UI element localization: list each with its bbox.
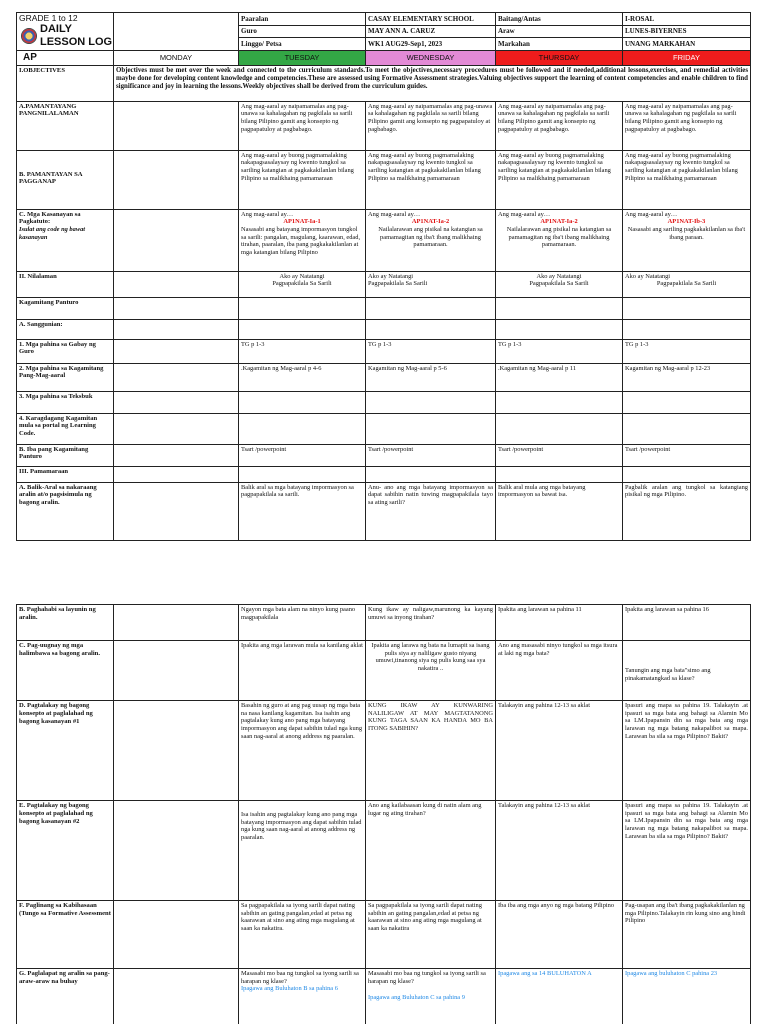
competency-code: AP1NAT-Ib-3 — [667, 218, 706, 226]
lesson-log-page-1 — [16, 12, 750, 575]
content-monday — [114, 271, 239, 297]
empty-cell — [239, 319, 366, 339]
teachers-guide-friday: TG p 1-3 — [623, 339, 751, 363]
competency-text: Nasasabi ang batayang impormasyon tungkol sa sarili: pangalan, magulang, kaarawan, edad, tirahan, paaralan, iba pang pagkakakilanlan at mga katangian bilang Pilipino — [241, 225, 361, 256]
competencies-tuesday — [239, 209, 366, 271]
empty-cell — [496, 413, 623, 444]
content-subtitle: Pagpapakilala Sa Sarili — [529, 280, 589, 288]
discussion-1-friday: Ipasuri ang mapa sa pahina 19. Talakayin .at ipasuri sa mga bata ang bahagi sa Alamin Mo sa LM.Ipapansin din sa mga bata ang mga larawan ng mga batang nakapalibot sa mapa. Larawan ba sila sa mga Pilipino? Bakit? — [623, 701, 751, 801]
content-wednesday — [366, 271, 496, 297]
learners-materials-wednesday: Kagamitan ng Mag-aaral p 5-6 — [366, 363, 496, 391]
references-label: A. Sanggunian: — [17, 319, 114, 339]
competency-code: AP1NAT-Ia-2 — [411, 218, 450, 226]
review-wednesday: Anu- ano ang mga batayang impormasyon sa dapat sabihin natin tuwing magpapakilala tayo sa ating sarili? — [366, 482, 496, 540]
application-label: G. Paglalapat ng aralin sa pang-araw-araw na buhay — [17, 969, 114, 1024]
competency-code: AP1NAT-Ia-1 — [283, 218, 321, 226]
day-friday: FRIDAY — [623, 50, 751, 65]
discussion-2-tuesday: Isa isahin ang pagtalakay kung ano pang mga batayang impormasyon ang dapat sabihin tulad nga kung saan nag-aaral at anong address ng paaralan. — [239, 801, 366, 901]
objectives-label: I.OBJECTIVES — [17, 65, 114, 101]
empty-cell — [366, 319, 496, 339]
empty-cell — [623, 319, 751, 339]
empty-cell — [114, 413, 239, 444]
empty-cell — [114, 339, 239, 363]
school-label: Paaralan — [239, 13, 366, 26]
empty-cell — [366, 297, 496, 319]
procedures-label: III. Pamamaraan — [17, 466, 114, 482]
objectives-text: Objectives must be met over the week and connected to the curriculum standards.To meet the objectives,necessary procedures must be followed and if needed,additional lessons,exercises, and remedial activities maybe done for developing content knowledge and competencies.These are assessed using Formative Assessment strategies.Valuing objectives support the learning of content competencies and enable children to find significance and joy in learning the lessons.Weekly objectives shall be derived from the curriculum guides. — [114, 65, 751, 101]
learners-materials-friday: Kagamitan ng Mag-aaral p 12-23 — [623, 363, 751, 391]
empty-cell — [239, 391, 366, 413]
empty-cell — [239, 466, 366, 482]
week-label: Linggo/ Petsa — [239, 38, 366, 51]
application-activity: Ipagawa ang Buluhaton C sa pahina 9 — [368, 994, 465, 1002]
discussion-2-thursday: Talakayin ang pahina 12-13 sa aklat — [496, 801, 623, 901]
lesson-log-table-1 — [16, 12, 751, 541]
competencies-intro: Ang mag-aaral ay… — [498, 210, 551, 218]
header-spacer — [114, 13, 239, 51]
application-tuesday — [239, 969, 366, 1024]
competencies-monday — [114, 209, 239, 271]
materials-label: Kagamitang Panturo — [17, 297, 114, 319]
learners-materials-label: 2. Mga pahina sa Kagamitang Pang-Mag-aaral — [17, 363, 114, 391]
application-text: Masasabi mo baa ng tungkol sa iyong sarili sa harapan ng klase? — [241, 970, 359, 985]
day-label: Araw — [496, 25, 623, 38]
content-title: Ako ay Natatangi — [536, 272, 582, 280]
content-subtitle: Pagpapakilala Sa Sarili — [656, 280, 717, 288]
empty-cell — [114, 466, 239, 482]
empty-cell — [114, 801, 239, 901]
competencies-sublabel: Isulat ang code ng bawat kasanayan — [19, 226, 86, 242]
review-tuesday: Balik aral sa mga batayang impormasyon sa pagpapakilala sa sarili. — [239, 482, 366, 540]
discussion-2-friday: Ipasuri ang mapa sa pahina 19. Talakayin .at ipasuri sa mga bata ang bahagi sa Alamin Mo sa LM.Ipapansin din sa mga bata ang mga larawan ng mga batang nakapalibot sa mapa. Larawan ba sila sa mga Pilipino? Bakit? — [623, 801, 751, 901]
day-wednesday: WEDNESDAY — [366, 50, 496, 65]
competencies-label-cell — [17, 209, 114, 271]
quarter-value: UNANG MARKAHAN — [623, 38, 751, 51]
competencies-intro: Ang mag-aaral ay… — [368, 210, 421, 218]
empty-cell — [239, 297, 366, 319]
content-standard-friday: Ang mag-aaral ay naipamamalas ang pag-unawa sa kahalagahan ng pagkilala sa sarili bilang Pilipino gamit ang konsepto ng pagpapatuloy at pagbabago. — [623, 101, 751, 150]
other-materials-wednesday: Tsart /powerpoint — [366, 444, 496, 466]
discussion-1-thursday: Talakayin ang pahina 12-13 sa aklat — [496, 701, 623, 801]
deped-seal-icon — [21, 28, 37, 44]
textbook-label: 3. Mga pahina sa Teksbuk — [17, 391, 114, 413]
mastery-wednesday: Sa pagpapakilala sa iyong sarili dapat nating sabihin an gating pangalan,edad at petsa ng kaarawan at sino ang ating mga magulang at saan ka nakatira — [366, 901, 496, 969]
competencies-label: C. Mga Kasanayan sa Pagkatuto: — [19, 210, 81, 226]
application-activity: Ipagawa ang Buluhaton B sa pahina 6 — [241, 985, 338, 993]
empty-cell — [114, 701, 239, 801]
content-standard-tuesday: Ang mag-aaral ay naipamamalas ang pag-unawa sa kahalagahan ng pagkilala sa sarili bilang Pilipino gamit ang konsepto ng pagpapatuloy at pagbabago. — [239, 101, 366, 150]
other-materials-label: B. Iba pang Kagamitang Panturo — [17, 444, 114, 466]
empty-cell — [114, 901, 239, 969]
grade-level-label: Baitang/Antas — [496, 13, 623, 26]
performance-standard-monday — [114, 150, 239, 209]
mastery-friday: Pag-usapan ang iba't ibang pagkakakilanlan ng mga Pilipino.Talakayin rin kung sino ang hindi Pilipino — [623, 901, 751, 969]
application-text: Masasabi mo baa ng tungkol sa iyong sarili sa harapan ng klase? — [368, 970, 486, 985]
day-monday: MONDAY — [114, 50, 239, 65]
quarter-label: Markahan — [496, 38, 623, 51]
empty-cell — [114, 391, 239, 413]
content-title: Ako ay Natatangi — [279, 272, 325, 280]
dll-title-text: DAILY LESSON LOG — [40, 23, 113, 49]
teachers-guide-thursday: TG p 1-3 — [496, 339, 623, 363]
mastery-thursday: Iba iba ang mga anyo ng mga batang Pilipino — [496, 901, 623, 969]
school-value: CASAY ELEMENTARY SCHOOL — [366, 13, 496, 26]
empty-cell — [114, 969, 239, 1024]
other-materials-friday: Tsart /powerpoint — [623, 444, 751, 466]
teachers-guide-tuesday: TG p 1-3 — [239, 339, 366, 363]
additional-materials-label: 4. Karagdagang Kagamitan mula sa portal ng Learning Code. — [17, 413, 114, 444]
other-materials-thursday: Tsart /powerpoint — [496, 444, 623, 466]
empty-cell — [366, 391, 496, 413]
examples-wednesday: Ipakita ang larawa ng bata na lumapit sa isang pulis siya ay naliligaw gusto niyang umuwi,tinanong siya ng pulis kung saa sya nakatira .. — [366, 641, 496, 701]
content-title: Ako ay Natatangi — [368, 272, 414, 280]
performance-standard-wednesday: Ang mag-aaral ay buong pagmamalaking nakapagsasalaysay ng kwento tungkol sa sariling katangian at pagkakakilanlan bilang Pilipino sa malikhaing pamamaraan — [366, 150, 496, 209]
content-tuesday — [239, 271, 366, 297]
empty-cell — [239, 413, 366, 444]
empty-cell — [114, 297, 239, 319]
review-label: A. Balik-Aral sa nakaraang aralin at/o pagsisimula ng bagong aralin. — [17, 482, 114, 540]
competency-text: Nailalarawan ang pisikal na katangian sa pamamagitan ng iba't ibang malikhaing pamamaraan. — [378, 225, 483, 249]
discussion-1-wednesday: KUNG IKAW AY KUNWARING NALILIGAW AT MAY MAGTATANONG KUNG TAGA SAAN KA HANDA MO BA ITONG SABIHIN? — [366, 701, 496, 801]
grade-range: GRADE 1 to 12 — [19, 13, 78, 23]
performance-standard-tuesday: Ang mag-aaral ay buong pagmamalaking nakapagsasalaysay ng kwento tungkol sa sariling katangian at pagkakakilanlan bilang Pilipino sa malikhaing pamamaraan — [239, 150, 366, 209]
empty-cell — [366, 466, 496, 482]
empty-cell — [114, 605, 239, 641]
application-wednesday — [366, 969, 496, 1024]
other-materials-tuesday: Tsart /powerpoint — [239, 444, 366, 466]
performance-standard-friday: Ang mag-aaral ay buong pagmamalaking nakapagsasalaysay ng kwento tungkol sa sariling katangian at pagkakakilanlan bilang Pilipino sa malikhaing pamamaraan — [623, 150, 751, 209]
examples-friday: Tanungin ang mga bata"simo ang pinakamatangkad sa klase? — [623, 641, 751, 701]
content-standard-label: A.PAMANTAYANG PANGNILALAMAN — [17, 101, 114, 150]
day-value: LUNES-BIYERNES — [623, 25, 751, 38]
discussion-2-label: E. Pagtalakay ng bagong konsepto at paglalahad ng bagong kasanayan #2 — [17, 801, 114, 901]
content-standard-thursday: Ang mag-aaral ay naipamamalas ang pag-unawa sa kahalagahan ng pagkilala sa sarili bilang Pilipino gamit ang konsepto ng pagpapatuloy at pagbabago. — [496, 101, 623, 150]
motive-friday: Ipakita ang larawan sa pahina 16 — [623, 605, 751, 641]
empty-cell — [496, 319, 623, 339]
content-thursday — [496, 271, 623, 297]
competency-text: Nailalarawan ang pisikal na katangian sa pamamagitan ng iba't ibang malikhaing pamamaraan. — [506, 225, 612, 249]
content-standard-wednesday: Ang mag-aaral ay naipamamalas ang pag-unawa sa kahalagahan ng pagkilala sa sarili bilang Pilipino gamit ang konsepto ng pagpapatuloy at pagbabago. — [366, 101, 496, 150]
empty-cell — [114, 319, 239, 339]
grade-level-value: I-ROSAL — [623, 13, 751, 26]
content-title: Ako ay Natatangi — [625, 272, 671, 280]
examples-thursday: Ano ang masasabi ninyo tungkol sa mga itsura at laki ng mga bata? — [496, 641, 623, 701]
application-friday — [623, 969, 751, 1024]
subject-cell — [17, 50, 114, 65]
lesson-log-page-2 — [16, 604, 750, 1024]
empty-cell — [114, 482, 239, 540]
discussion-1-label: D. Pagtalakay ng bagong konsepto at paglalahad ng bagong kasanayan #1 — [17, 701, 114, 801]
content-standard-monday — [114, 101, 239, 150]
content-friday — [623, 271, 751, 297]
empty-cell — [623, 466, 751, 482]
day-tuesday: TUESDAY — [239, 50, 366, 65]
teachers-guide-label: 1. Mga pahina sa Gabay ng Guro — [17, 339, 114, 363]
motive-thursday: Ipakita ang larawan sa pahina 11 — [496, 605, 623, 641]
discussion-2-wednesday: Ano ang kailabaasan kung di natin alam ang lugar ng ating tirahan? — [366, 801, 496, 901]
empty-cell — [496, 391, 623, 413]
teacher-value: MAY ANN A. CARUZ — [366, 25, 496, 38]
empty-cell — [114, 641, 239, 701]
review-friday: Pagbalik aralan ang tungkol sa katangiang pisikal ng mga Pilipino. — [623, 482, 751, 540]
competencies-intro: Ang mag-aaral ay… — [625, 210, 678, 218]
motive-tuesday: Ngayon mga bata alam na ninyo kung paano magpapakilala — [239, 605, 366, 641]
review-thursday: Balik aral mula ang mga batayang impormasyon sa bawat isa. — [496, 482, 623, 540]
empty-cell — [496, 466, 623, 482]
teacher-label: Guro — [239, 25, 366, 38]
examples-tuesday: Ipakita ang mga larawan mula sa kanilang aklat — [239, 641, 366, 701]
mastery-label: F. Paglinang sa Kabihasaan (Tungo sa Formative Assessment — [17, 901, 114, 969]
grade-logo-cell — [17, 13, 114, 51]
competencies-intro: Ang mag-aaral ay… — [241, 210, 294, 218]
competency-text: Nasasabi ang sariling pagkakakilanlan sa iba't ibang paraan. — [627, 225, 746, 241]
performance-standard-thursday: Ang mag-aaral ay buong pagmamalaking nakapagsasalaysay ng kwento tungkol sa sariling katangian at pagkakakilanlan bilang Pilipino sa malikhaing pamamaraan — [496, 150, 623, 209]
lesson-log-table-2 — [16, 604, 751, 1024]
day-thursday: THURSDAY — [496, 50, 623, 65]
application-activity: Ipagawa ang sa 14 BULUHATON A — [498, 970, 592, 977]
empty-cell — [366, 413, 496, 444]
competencies-friday — [623, 209, 751, 271]
motive-wednesday: Kung ikaw ay naligaw,marunong ka kayang umuwi sa inyong tirahan? — [366, 605, 496, 641]
teachers-guide-wednesday: TG p 1-3 — [366, 339, 496, 363]
discussion-1-tuesday: Basahin ng guro at ang pag uusap ng mga bata na nasa kanilang kagamitan. Isa isahin ang pagtalakay kung ano pang mga batayang impormasyon ang dapat sabihin tulad nga kung saan nag-aaral at anong address ng paaralan. — [239, 701, 366, 801]
empty-cell — [114, 444, 239, 466]
empty-cell — [623, 391, 751, 413]
mastery-tuesday: Sa pagpapakilala sa iyong sarili dapat nating sabihin an gating pangalan,edad at petsa ng kaarawan at sino ang ating mga magulang at saan ka nakatira. — [239, 901, 366, 969]
empty-cell — [623, 297, 751, 319]
examples-label: C. Pag-uugnay ng mga halimbawa sa bagong aralin. — [17, 641, 114, 701]
application-thursday — [496, 969, 623, 1024]
learners-materials-tuesday: .Kagamitan ng Mag-aaral p 4-6 — [239, 363, 366, 391]
content-subtitle: Pagpapakilala Sa Sarili — [368, 280, 428, 288]
competency-code: AP1NAT-Ia-2 — [540, 218, 578, 226]
performance-standard-label: B. PAMANTAYAN SA PAGGANAP — [17, 150, 114, 209]
competencies-wednesday — [366, 209, 496, 271]
dll-title — [17, 23, 113, 49]
empty-cell — [623, 413, 751, 444]
motive-label: B. Paghahabi sa layunin ng aralin. — [17, 605, 114, 641]
competencies-thursday — [496, 209, 623, 271]
week-value: WK1 AUG29-Sep1, 2023 — [366, 38, 496, 51]
empty-cell — [114, 363, 239, 391]
subject-code: AP — [23, 51, 37, 63]
learners-materials-thursday: .Kagamitan ng Mag-aaral p 11 — [496, 363, 623, 391]
content-label: II. Nilalaman — [17, 271, 114, 297]
empty-cell — [496, 297, 623, 319]
application-activity: Ipagawa ang buluhaton C pahina 23 — [625, 970, 718, 977]
content-subtitle: Pagpapakilala Sa Sarili — [272, 280, 332, 288]
